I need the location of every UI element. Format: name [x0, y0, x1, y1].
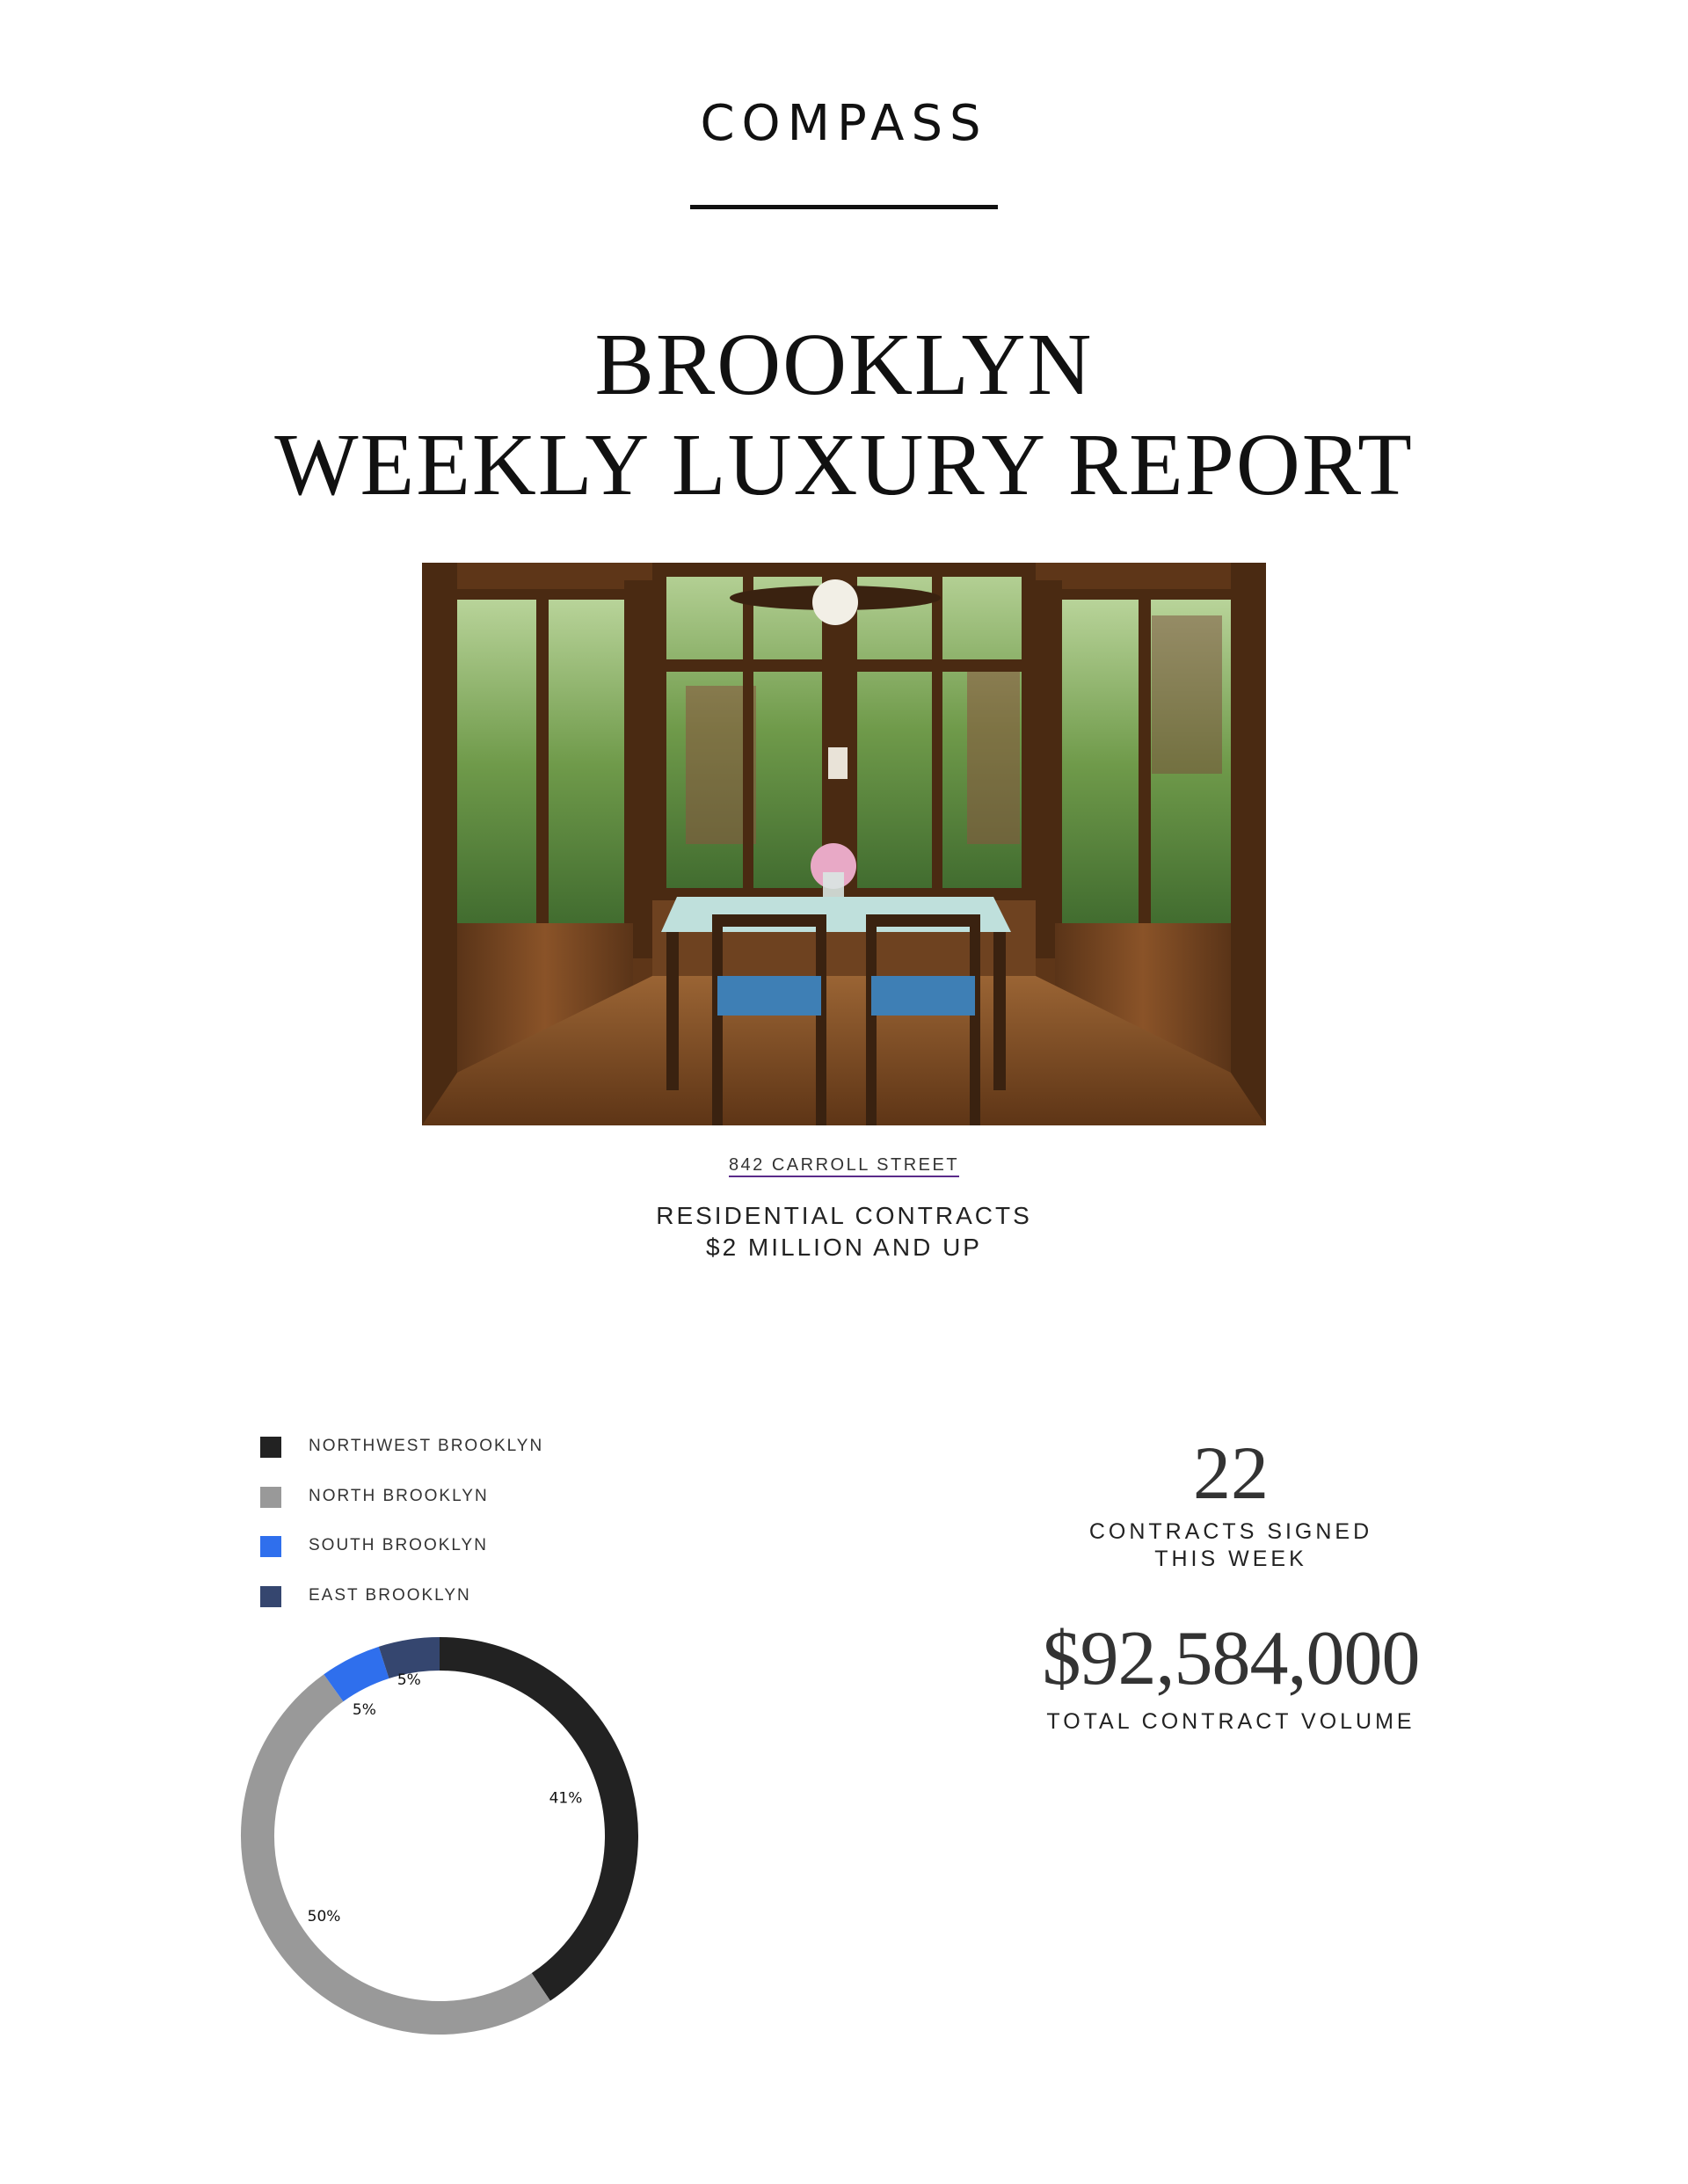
property-caption[interactable]: [0, 1155, 1688, 1176]
slice-east: [384, 1654, 440, 1663]
slice-northwest: [440, 1654, 622, 1987]
slice-north-label: 50%: [307, 1908, 341, 1926]
report-title-line2: WEEKLY LUXURY REPORT: [274, 415, 1414, 513]
slice-east-label: 5%: [397, 1671, 421, 1690]
legend-label: NORTHWEST BROOKLYN: [309, 1437, 544, 1455]
contracts-label-line1: CONTRACTS SIGNED: [1088, 1519, 1373, 1544]
contracts-label-line2: THIS WEEK: [1154, 1547, 1307, 1571]
legend-label: EAST BROOKLYN: [309, 1585, 471, 1605]
slice-north: [258, 1688, 541, 2018]
slice-northwest-label: 41%: [549, 1789, 583, 1808]
legend-swatch: [260, 1437, 281, 1458]
total-volume: $92,584,000: [1042, 1616, 1420, 1701]
contracts-count: 22: [1193, 1431, 1269, 1515]
slice-south-label: 5%: [352, 1700, 376, 1719]
legend-label: NORTH BROOKLYN: [309, 1486, 489, 1505]
subtitle-line1: RESIDENTIAL CONTRACTS: [656, 1202, 1032, 1229]
property-address-link[interactable]: 842 CARROLL STREET: [729, 1155, 959, 1177]
compass-logo: COMPASS: [700, 95, 988, 152]
total-volume-label: TOTAL CONTRACT VOLUME: [1046, 1709, 1415, 1734]
legend-swatch: [260, 1586, 281, 1607]
logo-divider: [690, 205, 998, 209]
property-photo: [422, 563, 1266, 1125]
sunroom-photo-illustration: [422, 563, 1266, 1125]
report-title-line1: BROOKLYN: [594, 315, 1094, 413]
legend-swatch: [260, 1536, 281, 1557]
legend-swatch: [260, 1487, 281, 1508]
region-donut-chart: [237, 1634, 642, 2038]
slice-south: [333, 1663, 383, 1688]
legend-label: SOUTH BROOKLYN: [309, 1536, 488, 1554]
subtitle-line2: $2 MILLION AND UP: [706, 1234, 982, 1261]
